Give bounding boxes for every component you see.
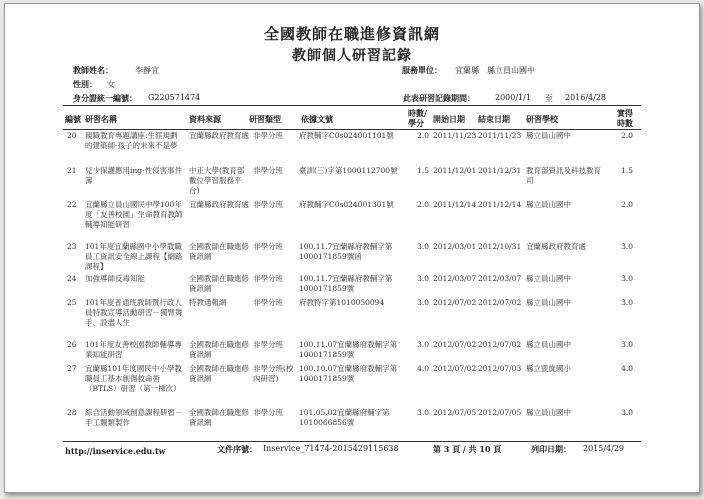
cell-source: 全國教師在職進修資訊網 xyxy=(189,340,249,359)
unit-label: 服務單位： xyxy=(402,65,442,75)
cell-name: 101年度友善校園教師輔導專業知能研習 xyxy=(85,340,182,359)
cell-no: 28 xyxy=(67,408,77,417)
cell-start: 2012/07/05 xyxy=(433,408,477,417)
cell-end: 2012/10/31 xyxy=(478,242,522,251)
gender-value: 女 xyxy=(107,80,115,89)
cell-name: 綜合活動領域創意課程研習－手工麵類製作 xyxy=(85,408,183,427)
cell-doc: 府教特字第1010050094 xyxy=(299,298,385,307)
cell-hours: 4.0 xyxy=(417,364,429,373)
cell-credit: 4.0 xyxy=(621,364,633,373)
document-title: 全國教師在職進修資訊網 xyxy=(263,25,440,43)
cell-end: 2011/12/31 xyxy=(478,166,522,175)
cell-school: 縣立員山國中 xyxy=(526,200,571,209)
cell-credit: 3.0 xyxy=(621,340,633,349)
cell-school: 縣立員山國中 xyxy=(526,131,571,140)
cell-no: 24 xyxy=(67,274,77,283)
gender-label: 性別： xyxy=(73,79,97,89)
cell-hours: 3.0 xyxy=(417,274,429,283)
cell-type: 非學分班 xyxy=(253,242,283,251)
cell-no: 22 xyxy=(67,200,77,209)
name-label: 教師姓名： xyxy=(73,65,113,75)
cell-hours: 2.0 xyxy=(417,131,429,140)
cell-end: 2012/03/07 xyxy=(478,274,522,283)
cell-doc: 府教輔字C0s024001101號 xyxy=(299,131,394,140)
cell-source: 全國教師在職進修資訊網 xyxy=(189,408,249,427)
cell-hours: 3.0 xyxy=(417,408,429,417)
footer-url-link[interactable]: http://inservice.edu.tw xyxy=(65,446,166,456)
footer-doc-label: 文件序號： xyxy=(217,444,257,454)
cell-end: 2012/07/03 xyxy=(478,364,522,373)
cell-school: 縣立員山國中 xyxy=(526,274,571,283)
period-end: 2016/4/28 xyxy=(565,93,607,102)
cell-no: 27 xyxy=(67,364,77,373)
cell-no: 21 xyxy=(67,166,77,175)
cell-type: 非學分班 xyxy=(253,340,283,349)
cell-start: 2011/11/23 xyxy=(433,131,477,140)
header-source: 資料來源 xyxy=(189,114,221,124)
cell-name: 101年度宜蘭縣國中小學教職員工資訊安全線上課程【網路課程】 xyxy=(85,242,183,271)
cell-hours: 1.5 xyxy=(417,166,429,175)
cell-name: 加強導師反毒知能 xyxy=(85,274,145,283)
cell-credit: 2.0 xyxy=(621,131,633,140)
cell-hours: 3.0 xyxy=(417,298,429,307)
cell-credit: 3.0 xyxy=(621,408,633,417)
cell-school: 縣立凱旋國小 xyxy=(526,364,571,373)
cell-name: 宜蘭縣101年度國民中小學教職員工基本創傷救命術（BTLS）研習（第一梯次） xyxy=(85,364,182,393)
cell-source: 宜蘭縣政府教育處 xyxy=(189,131,249,140)
header-start: 開始日期 xyxy=(433,114,465,124)
cell-school: 教育部資訊及科技教育司 xyxy=(526,166,601,185)
cell-doc: 100.11.07宜蘭縣府教輔字第1000171859號 xyxy=(299,340,398,359)
cell-school: 宜蘭縣政府教育處 xyxy=(526,242,586,251)
footer-rule xyxy=(63,441,641,442)
id-label: 身分證統一編號： xyxy=(73,93,137,103)
footer-print-label: 列印日期： xyxy=(531,444,571,454)
cell-doc: 臺訓(三)字第1000112700號 xyxy=(299,166,398,175)
cell-type: 非學分班 xyxy=(253,166,283,175)
cell-credit: 2.0 xyxy=(621,200,633,209)
cell-start: 2012/07/02 xyxy=(433,298,477,307)
footer-print-value: 2015/4/29 xyxy=(583,444,625,453)
cell-hours: 2.0 xyxy=(417,200,429,209)
cell-type: 非學分班 xyxy=(253,298,283,307)
period-label: 此表研習記錄期間： xyxy=(403,93,475,103)
cell-doc: 100.11.7宜蘭縣府教輔字第1000171859號 xyxy=(299,274,393,293)
cell-no: 25 xyxy=(67,298,77,307)
document-subtitle: 教師個人研習記錄 xyxy=(292,48,412,64)
document-page xyxy=(4,3,700,493)
name-value: 李靜宜 xyxy=(135,66,159,75)
id-value: G220571474 xyxy=(148,93,201,102)
cell-type: 非學分班(校內研習) xyxy=(253,364,294,383)
header-name: 研習名稱 xyxy=(85,114,117,124)
cell-end: 2011/11/23 xyxy=(478,131,522,140)
header-hours-top: 時數/ xyxy=(408,108,427,118)
cell-name: 101年度普通班教師暨行政人員特教宣導活動研習－獨臂舞手、設盡人生 xyxy=(85,298,183,327)
cell-doc: 100.11.7宜蘭縣府教輔字第1000171859號函 xyxy=(299,242,393,261)
cell-source: 中正大學(教育部數位學習服務平台) xyxy=(189,166,245,195)
cell-start: 2012/07/02 xyxy=(433,340,477,349)
cell-start: 2012/03/07 xyxy=(433,274,477,283)
cell-type: 非學分班 xyxy=(253,200,283,209)
cell-end: 2012/07/05 xyxy=(478,408,522,417)
cell-type: 非學分班 xyxy=(253,131,283,140)
table-header-rule xyxy=(63,129,641,130)
header-hours-bottom: 學分 xyxy=(408,118,424,128)
cell-doc: 府教輔字C0s024001301號 xyxy=(299,200,394,209)
cell-doc: 100.10.07宜蘭縣府教輔字第1000171859號 xyxy=(299,364,398,383)
table-top-rule xyxy=(63,105,641,106)
header-school: 研習學校 xyxy=(526,114,558,124)
header-end: 結束日期 xyxy=(478,114,510,124)
header-type: 研習類型 xyxy=(249,114,281,124)
cell-source: 全國教師在職進修資訊網 xyxy=(189,274,249,293)
cell-end: 2012/07/02 xyxy=(478,340,522,349)
footer-doc-value: Inservice_71474-2015429115638 xyxy=(263,444,399,453)
cell-source: 全國教師在職進修資訊網 xyxy=(189,364,249,383)
cell-start: 2011/12/14 xyxy=(433,200,477,209)
cell-start: 2012/07/02 xyxy=(433,364,477,373)
header-doc: 依據文號 xyxy=(301,114,333,124)
period-to: 至 xyxy=(545,94,553,103)
cell-no: 23 xyxy=(67,242,77,251)
cell-hours: 3.0 xyxy=(417,340,429,349)
cell-end: 2011/12/14 xyxy=(478,200,522,209)
cell-source: 全國教師在職進修資訊網 xyxy=(189,242,249,261)
cell-school: 縣立員山國中 xyxy=(526,340,571,349)
cell-source: 宜蘭縣政府教育處 xyxy=(189,200,249,209)
cell-no: 26 xyxy=(67,340,77,349)
cell-no: 20 xyxy=(67,131,77,140)
header-credit-bottom: 時數 xyxy=(617,118,633,128)
cell-name: 親職教育專題講座:生涯規劃的建築師-孩子的未來不是夢 xyxy=(85,131,178,150)
cell-credit: 3.0 xyxy=(621,242,633,251)
cell-name: 宜蘭縣立員山國民中學100年度「友善校園」生命教育教師輔導知能研習 xyxy=(85,200,183,229)
period-start: 2000/1/1 xyxy=(495,93,531,102)
cell-name: 兒少保護應用ing-性侵害事件簿 xyxy=(85,166,183,185)
cell-start: 2011/12/01 xyxy=(433,166,477,175)
cell-school: 縣立員山國中 xyxy=(526,298,571,307)
cell-type: 非學分班 xyxy=(253,408,283,417)
cell-credit: 3.0 xyxy=(621,274,633,283)
cell-credit: 3.0 xyxy=(621,298,633,307)
footer-page-number: 第 3 頁 / 共 10 頁 xyxy=(433,444,502,454)
cell-school: 縣立員山國中 xyxy=(526,408,571,417)
header-credit-top: 實得 xyxy=(617,108,633,118)
cell-end: 2012/07/02 xyxy=(478,298,522,307)
cell-type: 非學分班 xyxy=(253,274,283,283)
cell-doc: 101.05.02宜蘭縣府輔字第1010066856號 xyxy=(299,408,390,427)
header-no: 編號 xyxy=(65,114,81,124)
cell-hours: 3.0 xyxy=(417,242,429,251)
cell-credit: 1.5 xyxy=(621,166,633,175)
cell-start: 2012/03/01 xyxy=(433,242,477,251)
cell-source: 特教通報網 xyxy=(189,298,227,307)
unit-value: 宜蘭縣 縣立員山國中 xyxy=(455,66,535,75)
